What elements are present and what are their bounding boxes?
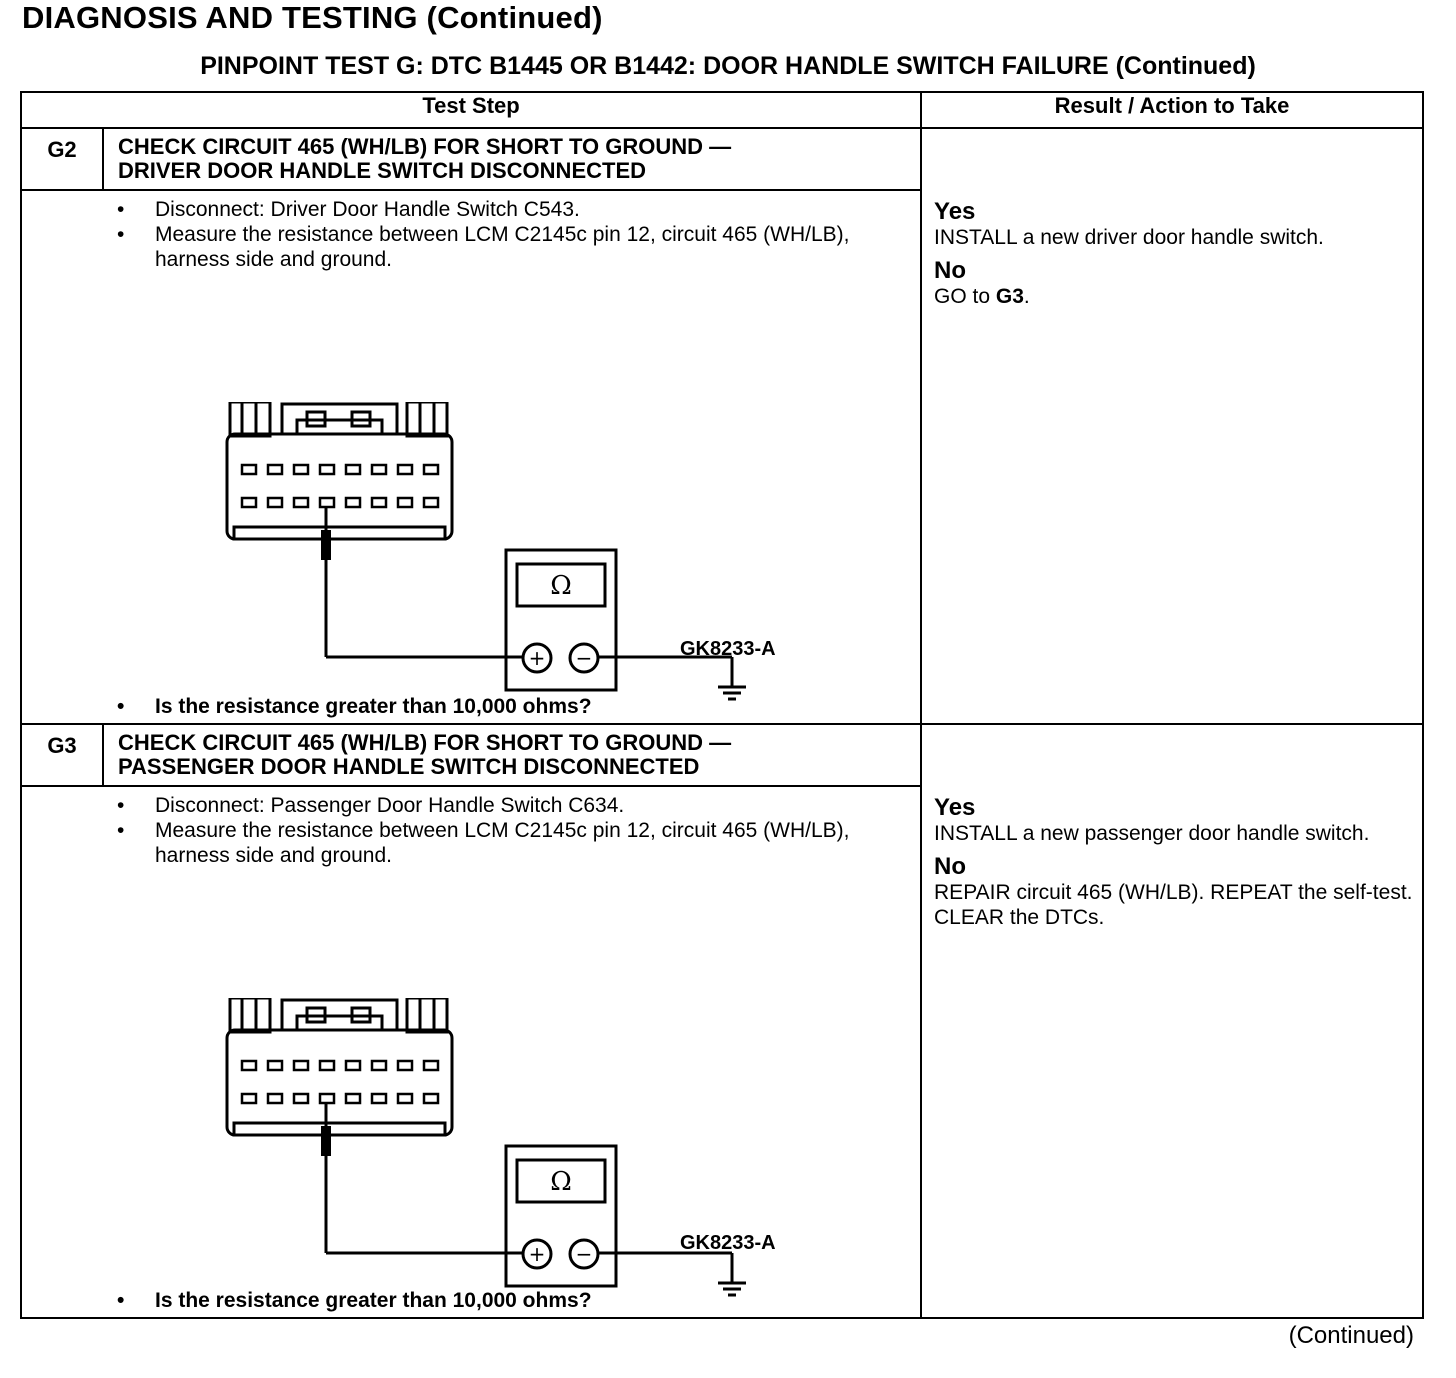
- no-action: GO to G3.: [934, 285, 1030, 308]
- plus-terminal: +: [528, 646, 546, 670]
- minus-terminal: −: [575, 646, 593, 670]
- step-title: [103, 128, 921, 190]
- step-title-line: CHECK CIRCUIT 465 (WH/LB) FOR SHORT TO GROUND —: [118, 730, 732, 755]
- step-code: G2: [21, 128, 103, 190]
- ohm-symbol: Ω: [550, 1167, 572, 1197]
- ohmmeter-connector-svg: [202, 998, 762, 1378]
- step-body: [21, 786, 921, 1318]
- ohm-symbol: Ω: [550, 571, 572, 601]
- result-cell: [921, 128, 1423, 724]
- connector-diagram: [22, 272, 912, 697]
- yes-label: Yes: [934, 794, 976, 821]
- test-step-header: Test Step: [21, 92, 921, 128]
- test-question: • Is the resistance greater than 10,000 ohms?: [112, 1289, 592, 1313]
- no-label: No: [934, 853, 967, 880]
- connector-diagram: [22, 868, 912, 1293]
- no-action: REPAIR circuit 465 (WH/LB). REPEAT the self-test. CLEAR the DTCs.: [934, 881, 1413, 929]
- result-cell: [921, 724, 1423, 1318]
- yes-action: INSTALL a new passenger door handle switch.: [934, 822, 1370, 845]
- test-question: • Is the resistance greater than 10,000 ohms?: [112, 695, 592, 719]
- instruction-item: • Measure the resistance between LCM C2145c pin 12, circuit 465 (WH/LB), harness side and ground.: [112, 222, 912, 272]
- figure-id: GK8233-A: [680, 1232, 776, 1254]
- step-code: G3: [21, 724, 103, 786]
- step-title-line: PASSENGER DOOR HANDLE SWITCH DISCONNECTED: [118, 754, 700, 779]
- ohmmeter-connector-svg: [202, 402, 762, 782]
- page-title: DIAGNOSIS AND TESTING (Continued): [22, 0, 603, 35]
- instruction-item: • Disconnect: Driver Door Handle Switch C543.: [112, 197, 912, 222]
- step-reference: G3: [995, 285, 1024, 308]
- step-title-line: DRIVER DOOR HANDLE SWITCH DISCONNECTED: [118, 158, 647, 183]
- minus-terminal: −: [575, 1242, 593, 1266]
- step-title-line: CHECK CIRCUIT 465 (WH/LB) FOR SHORT TO GROUND —: [118, 134, 732, 159]
- step-body: [21, 190, 921, 724]
- yes-action: INSTALL a new driver door handle switch.: [934, 226, 1324, 249]
- figure-id: GK8233-A: [680, 638, 776, 660]
- result-action-header: Result / Action to Take: [921, 92, 1423, 128]
- pinpoint-test-table: [20, 91, 1424, 1319]
- instruction-item: • Measure the resistance between LCM C2145c pin 12, circuit 465 (WH/LB), harness side and ground.: [112, 818, 912, 868]
- no-label: No: [934, 257, 967, 284]
- yes-label: Yes: [934, 198, 976, 225]
- continued-note: (Continued): [1288, 1322, 1414, 1349]
- instruction-item: • Disconnect: Passenger Door Handle Switch C634.: [112, 793, 912, 818]
- plus-terminal: +: [528, 1242, 546, 1266]
- pinpoint-test-title: PINPOINT TEST G: DTC B1445 OR B1442: DOOR HANDLE SWITCH FAILURE (Continued): [200, 52, 1256, 80]
